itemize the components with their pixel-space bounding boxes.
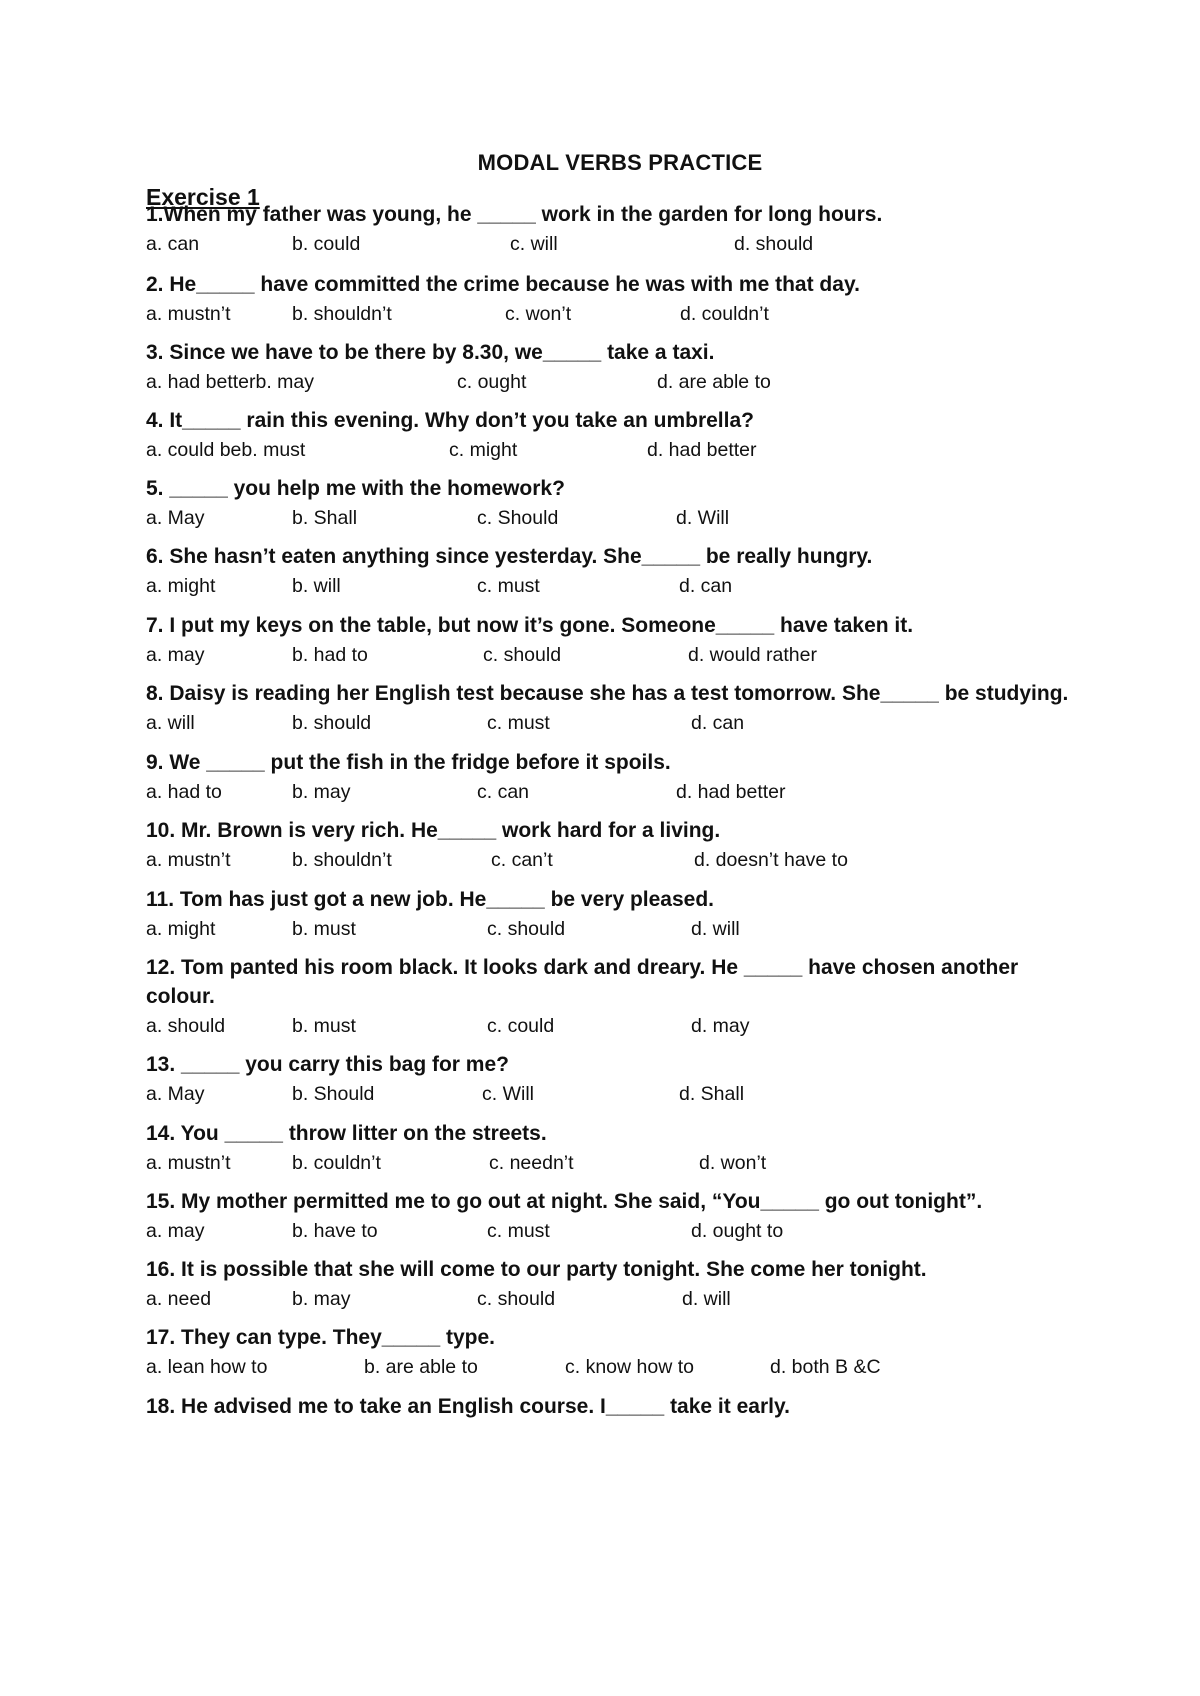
answer-option[interactable]: a. May [146, 1083, 205, 1105]
answer-option[interactable]: d. would rather [688, 644, 817, 666]
answer-option[interactable]: b. should [292, 712, 372, 734]
answer-option[interactable]: c. should [483, 644, 562, 666]
answer-option[interactable]: d. may [691, 1015, 750, 1037]
page-title: MODAL VERBS PRACTICE [477, 150, 763, 175]
question-item [146, 1187, 1086, 1244]
exercise-heading: Exercise 1 [146, 184, 260, 210]
answer-option[interactable]: d. should [734, 233, 814, 255]
question-text: 11. Tom has just got a new job. He_____ be very pleased. [146, 888, 714, 911]
question-text: 18. He advised me to take an English course. I_____ take it early. [146, 1395, 790, 1418]
answer-option[interactable]: d. won’t [699, 1152, 767, 1174]
answer-option[interactable]: a. might [146, 918, 216, 940]
question-item [146, 953, 1086, 1039]
question-text: 14. You _____ throw litter on the streets. [146, 1122, 547, 1145]
answer-option[interactable]: b. Shall [292, 507, 358, 529]
answer-option[interactable]: d. can [691, 712, 745, 734]
answer-option[interactable]: d. doesn’t have to [694, 849, 848, 871]
answer-option[interactable]: a. had betterb. may [146, 371, 315, 393]
answer-option[interactable]: a. May [146, 507, 205, 529]
answer-options [146, 369, 1086, 395]
question-text: 2. He_____ have committed the crime because he was with me that day. [146, 273, 860, 296]
answer-option[interactable]: d. are able to [657, 371, 771, 393]
answer-option[interactable]: a. may [146, 644, 205, 666]
question-item [146, 1392, 1086, 1421]
question-item [146, 1323, 1086, 1380]
answer-option[interactable]: b. must [292, 1015, 356, 1037]
question-item [146, 885, 1086, 942]
question-text: 13. _____ you carry this bag for me? [146, 1053, 509, 1076]
answer-options [146, 847, 1086, 873]
answer-option[interactable]: c. won’t [505, 303, 572, 325]
answer-option[interactable]: c. know how to [565, 1356, 694, 1378]
answer-options [146, 301, 1086, 327]
answer-option[interactable]: b. Should [292, 1083, 375, 1105]
question-text: 5. _____ you help me with the homework? [146, 477, 565, 500]
answer-options [146, 231, 1086, 257]
question-item [146, 406, 1086, 463]
question-text: 12. Tom panted his room black. It looks dark and dreary. He _____ have chosen another colour. [146, 956, 1025, 1008]
question-item [146, 816, 1086, 873]
answer-option[interactable]: b. shouldn’t [292, 849, 392, 871]
answer-option[interactable]: b. could [292, 233, 361, 255]
answer-option[interactable]: b. may [292, 781, 351, 803]
answer-option[interactable]: a. had to [146, 781, 222, 803]
answer-option[interactable]: d. Shall [679, 1083, 745, 1105]
answer-options [146, 573, 1086, 599]
answer-option[interactable]: c. must [487, 712, 550, 734]
answer-option[interactable]: c. should [477, 1288, 556, 1310]
question-item [146, 679, 1086, 736]
answer-options [146, 1081, 1086, 1107]
answer-option[interactable]: c. can [477, 781, 530, 803]
answer-option[interactable]: b. had to [292, 644, 368, 666]
answer-options [146, 437, 1086, 463]
answer-option[interactable]: a. could beb. must [146, 439, 306, 461]
question-item [146, 748, 1086, 805]
question-text: 1.When my father was young, he _____ work in the garden for long hours. [146, 203, 883, 226]
answer-option[interactable]: c. will [510, 233, 558, 255]
answer-option[interactable]: b. shouldn’t [292, 303, 392, 325]
question-text: 17. They can type. They_____ type. [146, 1326, 496, 1349]
answer-option[interactable]: b. must [292, 918, 356, 940]
answer-options [146, 1150, 1086, 1176]
answer-option[interactable]: b. couldn’t [292, 1152, 381, 1174]
answer-option[interactable]: a. should [146, 1015, 226, 1037]
question-text: 6. She hasn’t eaten anything since yesterday. She_____ be really hungry. [146, 545, 873, 568]
question-text: 4. It_____ rain this evening. Why don’t you take an umbrella? [146, 409, 754, 432]
answer-option[interactable]: b. have to [292, 1220, 378, 1242]
answer-option[interactable]: c. can’t [491, 849, 553, 871]
question-item [146, 611, 1086, 668]
answer-option[interactable]: c. must [487, 1220, 550, 1242]
question-item [146, 474, 1086, 531]
answer-option[interactable]: a. can [146, 233, 200, 255]
answer-option[interactable]: a. mustn’t [146, 303, 231, 325]
question-text: 3. Since we have to be there by 8.30, we_____ take a taxi. [146, 341, 715, 364]
question-item [146, 542, 1086, 599]
answer-options [146, 1286, 1086, 1312]
answer-option[interactable]: d. will [691, 918, 740, 940]
question-text: 9. We _____ put the fish in the fridge before it spoils. [146, 751, 671, 774]
answer-option[interactable]: c. ought [457, 371, 527, 393]
question-item [146, 338, 1086, 395]
answer-option[interactable]: b. will [292, 575, 341, 597]
answer-options [146, 916, 1086, 942]
question-item [146, 1119, 1086, 1176]
answer-option[interactable]: a. might [146, 575, 216, 597]
answer-options [146, 1218, 1086, 1244]
answer-option[interactable]: d. will [682, 1288, 731, 1310]
question-item [146, 200, 1086, 257]
answer-option[interactable]: c. Will [482, 1083, 534, 1105]
answer-option[interactable]: d. Will [676, 507, 730, 529]
answer-option[interactable]: c. must [477, 575, 540, 597]
answer-option[interactable]: d. both B &C [770, 1356, 881, 1378]
answer-option[interactable]: a. lean how to [146, 1356, 268, 1378]
question-text: 16. It is possible that she will come to our party tonight. She come her tonight. [146, 1258, 927, 1281]
answer-options [146, 710, 1086, 736]
answer-options [146, 779, 1086, 805]
answer-option[interactable]: a. mustn’t [146, 849, 231, 871]
answer-option[interactable]: a. may [146, 1220, 205, 1242]
question-text: 8. Daisy is reading her English test because she has a test tomorrow. She_____ be studying. [146, 682, 1069, 705]
answer-options [146, 642, 1086, 668]
question-text: 7. I put my keys on the table, but now it’s gone. Someone_____ have taken it. [146, 614, 914, 637]
answer-options [146, 1354, 1086, 1380]
answer-option[interactable]: a. mustn’t [146, 1152, 231, 1174]
answer-option[interactable]: a. need [146, 1288, 212, 1310]
answer-option[interactable]: c. might [449, 439, 518, 461]
answer-option[interactable]: d. couldn’t [680, 303, 769, 325]
question-text: 15. My mother permitted me to go out at night. She said, “You_____ go out tonight”. [146, 1190, 983, 1213]
answer-options [146, 505, 1086, 531]
question-item [146, 1050, 1086, 1107]
answer-option[interactable]: d. had better [647, 439, 757, 461]
question-text: 10. Mr. Brown is very rich. He_____ work hard for a living. [146, 819, 721, 842]
answer-option[interactable]: a. will [146, 712, 195, 734]
answer-options [146, 1013, 1086, 1039]
answer-option[interactable]: c. needn’t [489, 1152, 574, 1174]
answer-option[interactable]: d. ought to [691, 1220, 784, 1242]
question-item [146, 1255, 1086, 1312]
answer-option[interactable]: d. can [679, 575, 733, 597]
answer-option[interactable]: c. could [487, 1015, 555, 1037]
question-item [146, 270, 1086, 327]
answer-option[interactable]: d. had better [676, 781, 786, 803]
answer-option[interactable]: c. should [487, 918, 566, 940]
answer-option[interactable]: b. may [292, 1288, 351, 1310]
answer-option[interactable]: c. Should [477, 507, 559, 529]
answer-option[interactable]: b. are able to [364, 1356, 478, 1378]
